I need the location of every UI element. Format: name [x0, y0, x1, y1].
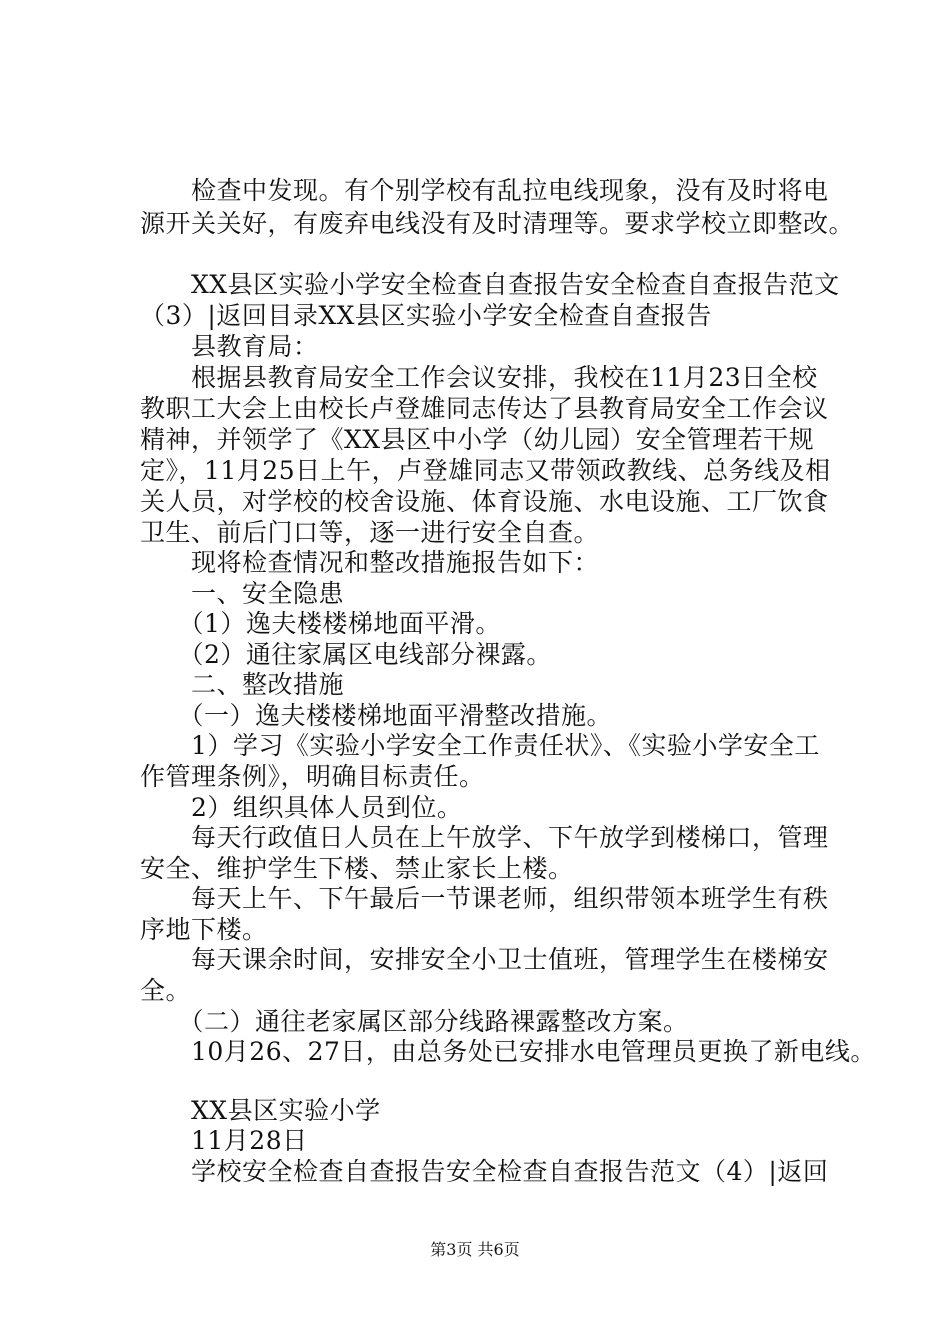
body-line: 安全、维护学生下楼、禁止家长上楼。 — [140, 854, 574, 883]
section-heading-line: （3）|返回目录XX县区实验小学安全检查自查报告 — [140, 301, 712, 330]
body-line: 全。 — [140, 976, 192, 1005]
list-heading: 一、安全隐患 — [140, 579, 345, 608]
body-line: 现将检查情况和整改措施报告如下： — [140, 548, 600, 577]
list-heading: 二、整改措施 — [140, 670, 345, 699]
body-line: 10月26、27日，由总务处已安排水电管理员更换了新电线。 — [140, 1037, 876, 1066]
signature-org: XX县区实验小学 — [140, 1096, 381, 1125]
body-line: 每天行政值日人员在上午放学、下午放学到楼梯口，管理 — [140, 823, 829, 852]
body-line: 2）组织具体人员到位。 — [140, 793, 463, 822]
body-line: 定》，11月25日上午，卢登雄同志又带领政教线、总务线及相 — [140, 456, 831, 485]
body-line: 源开关关好，有废弃电线没有及时清理等。要求学校立即整改。 — [140, 209, 855, 238]
list-item: （二）通往老家属区部分线路裸露整改方案。 — [140, 1007, 689, 1036]
body-line: 根据县教育局安全工作会议安排，我校在11月23日全校 — [140, 363, 818, 392]
list-item: （1）逸夫楼楼梯地面平滑。 — [140, 609, 501, 638]
body-line: 检查中发现。有个别学校有乱拉电线现象，没有及时将电 — [140, 176, 829, 205]
body-line: 作管理条例》，明确目标责任。 — [140, 762, 485, 791]
section-heading-line: 学校安全检查自查报告安全检查自查报告范文（4）|返回 — [140, 1157, 829, 1186]
page-footer: 第3页 共6页 — [430, 1240, 520, 1259]
list-item: （一）逸夫楼楼梯地面平滑整改措施。 — [140, 701, 613, 730]
body-line: 卫生、前后门口等，逐一进行安全自查。 — [140, 518, 600, 547]
list-item: （2）通往家属区电线部分裸露。 — [140, 640, 552, 669]
body-line: 教职工大会上由校长卢登雄同志传达了县教育局安全工作会议 — [140, 394, 829, 423]
body-line: 序地下楼。 — [140, 915, 268, 944]
body-line: 精神，并领学了《XX县区中小学（幼儿园）安全管理若干规 — [140, 425, 815, 454]
body-line: 1）学习《实验小学安全工作责任状》、《实验小学安全工 — [140, 731, 820, 760]
section-heading-line: XX县区实验小学安全检查自查报告安全检查自查报告范文 — [140, 270, 840, 299]
body-line: 每天上午、下午最后一节课老师，组织带领本班学生有秩 — [140, 884, 829, 913]
signature-date: 11月28日 — [140, 1126, 308, 1155]
salutation: 县教育局： — [140, 332, 319, 361]
body-line: 关人员，对学校的校舍设施、体育设施、水电设施、工厂饮食 — [140, 487, 829, 516]
body-line: 每天课余时间，安排安全小卫士值班，管理学生在楼梯安 — [140, 945, 829, 974]
